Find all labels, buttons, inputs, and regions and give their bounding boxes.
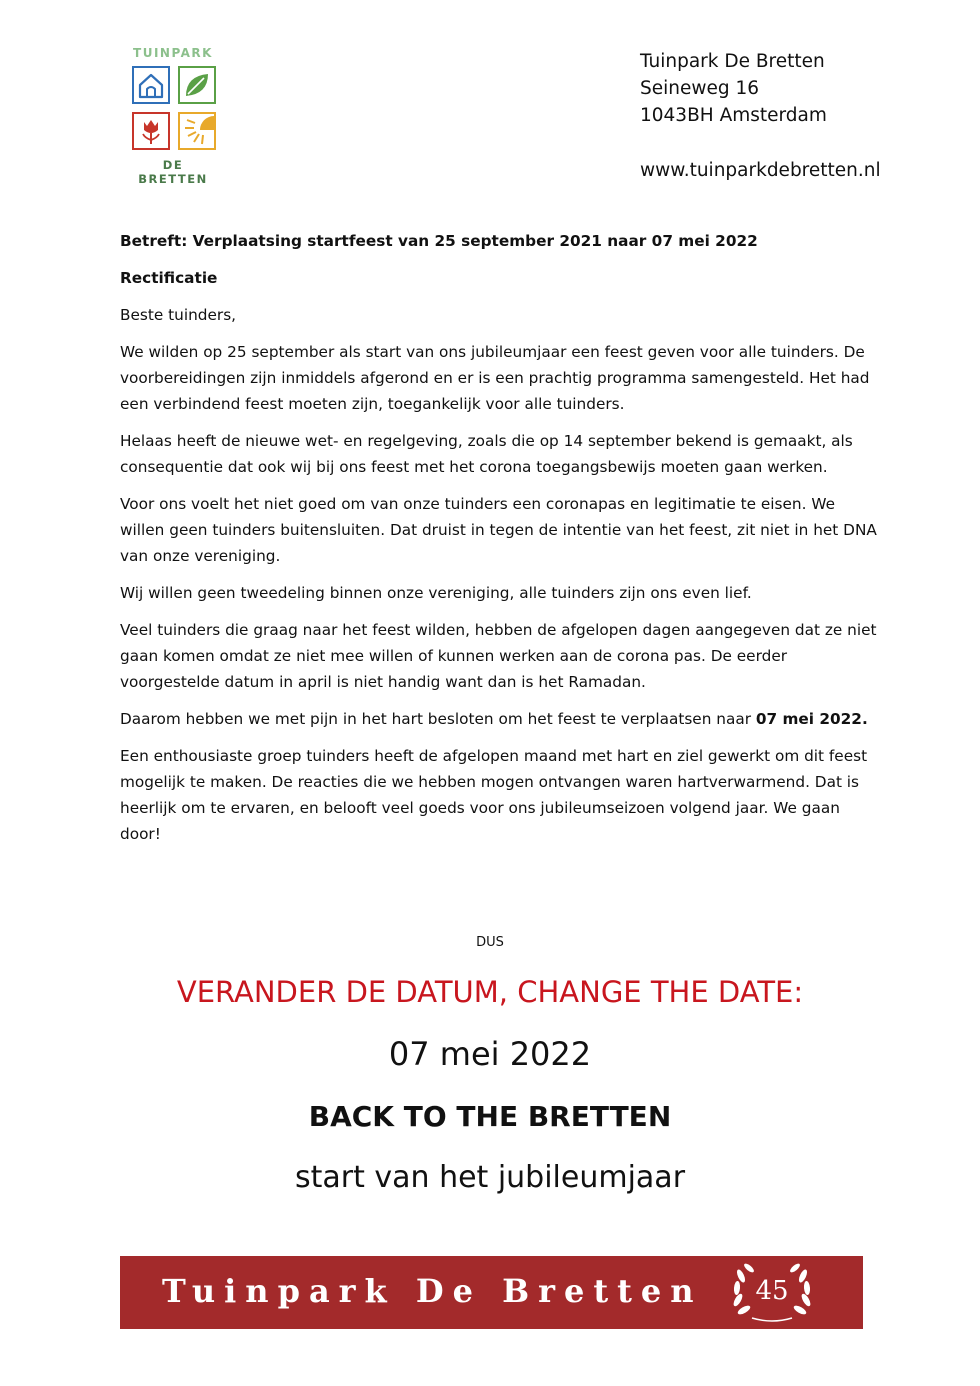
letter-subject: Betreft: Verplaatsing startfeest van 25 september 2021 naar 07 mei 2022 [120, 232, 758, 250]
letter-paragraph-5: Veel tuinders die graag naar het feest wilden, hebben de afgelopen dagen aangegeven dat ze niet gaan komen omdat ze niet mee willen of kunnen werken aan de corona pas. De eerder voorgestelde datum in april is niet handig want dan is het Ramadan. [120, 621, 877, 691]
letter-paragraph-2: Helaas heeft de nieuwe wet- en regelgeving, zoals die op 14 september bekend is gemaakt, als consequentie dat ook wij bij ons feest met het corona toegangsbewijs moeten gaan werken. [120, 432, 853, 476]
letter-paragraph-1: We wilden op 25 september als start van ons jubileumjaar een feest geven voor alle tuinders. De voorbereidingen zijn inmiddels afgerond en er is een prachtig programma samengesteld. Het had een verbindend feest moeten zijn, toegankelijk voor alle tuinders. [120, 343, 870, 413]
leaf-icon [178, 66, 216, 104]
letter-paragraph-3: Voor ons voelt het niet goed om van onze tuinders een coronapas en legitimatie te eisen. We willen geen tuinders buitensluiten. Dat druist in tegen de intentie van het feest, zit niet in het DNA van onze vereniging. [120, 495, 877, 565]
event-subtitle: start van het jubileumjaar [294, 1160, 686, 1195]
letter-rectification: Rectificatie [120, 269, 218, 287]
emblem-number: 45 [755, 1276, 789, 1306]
new-date: 07 mei 2022 [388, 1035, 592, 1073]
laurel-wreath-icon [722, 1260, 822, 1326]
address-block [640, 48, 881, 184]
letter-greeting: Beste tuinders, [120, 306, 237, 324]
house-icon [132, 66, 170, 104]
letter-body [120, 228, 880, 858]
address-city: 1043BH Amsterdam [640, 105, 827, 126]
dus-label: DUS [476, 935, 504, 950]
logo [128, 46, 218, 186]
tulip-icon [132, 112, 170, 150]
letter-paragraph-7: Een enthousiaste groep tuinders heeft de afgelopen maand met hart en ziel gewerkt om dit feest mogelijk te maken. De reacties die we hebben mogen ontvangen waren hartverwarmend. Dat is heerlijk om te ervaren, en belooft veel goeds voor ons jubileumseizoen volgend jaar. We gaan door! [120, 747, 868, 843]
website-link[interactable]: www.tuinparkdebretten.nl [640, 160, 881, 181]
address-street: Seineweg 16 [640, 78, 760, 99]
letter-paragraph-4: Wij willen geen tweedeling binnen onze vereniging, alle tuinders zijn ons even lief. [120, 584, 752, 602]
banner-text: Tuinpark De Bretten [162, 1272, 703, 1310]
logo-icon-grid [132, 66, 218, 150]
sun-icon [178, 112, 216, 150]
letter-paragraph-6-date: 07 mei 2022. [755, 710, 868, 728]
address-name: Tuinpark De Bretten [640, 51, 825, 72]
logo-bottom-text: DE BRETTEN [138, 158, 208, 186]
event-title: BACK TO THE BRETTEN [308, 1100, 672, 1133]
change-date-headline: VERANDER DE DATUM, CHANGE THE DATE: [176, 975, 804, 1009]
logo-top-text: TUINPARK [133, 46, 213, 60]
letter-paragraph-6-text: Daarom hebben we met pijn in het hart besloten om het feest te verplaatsen naar [120, 710, 756, 728]
footer-banner [120, 1256, 863, 1329]
letter-paragraph-6 [120, 706, 880, 732]
